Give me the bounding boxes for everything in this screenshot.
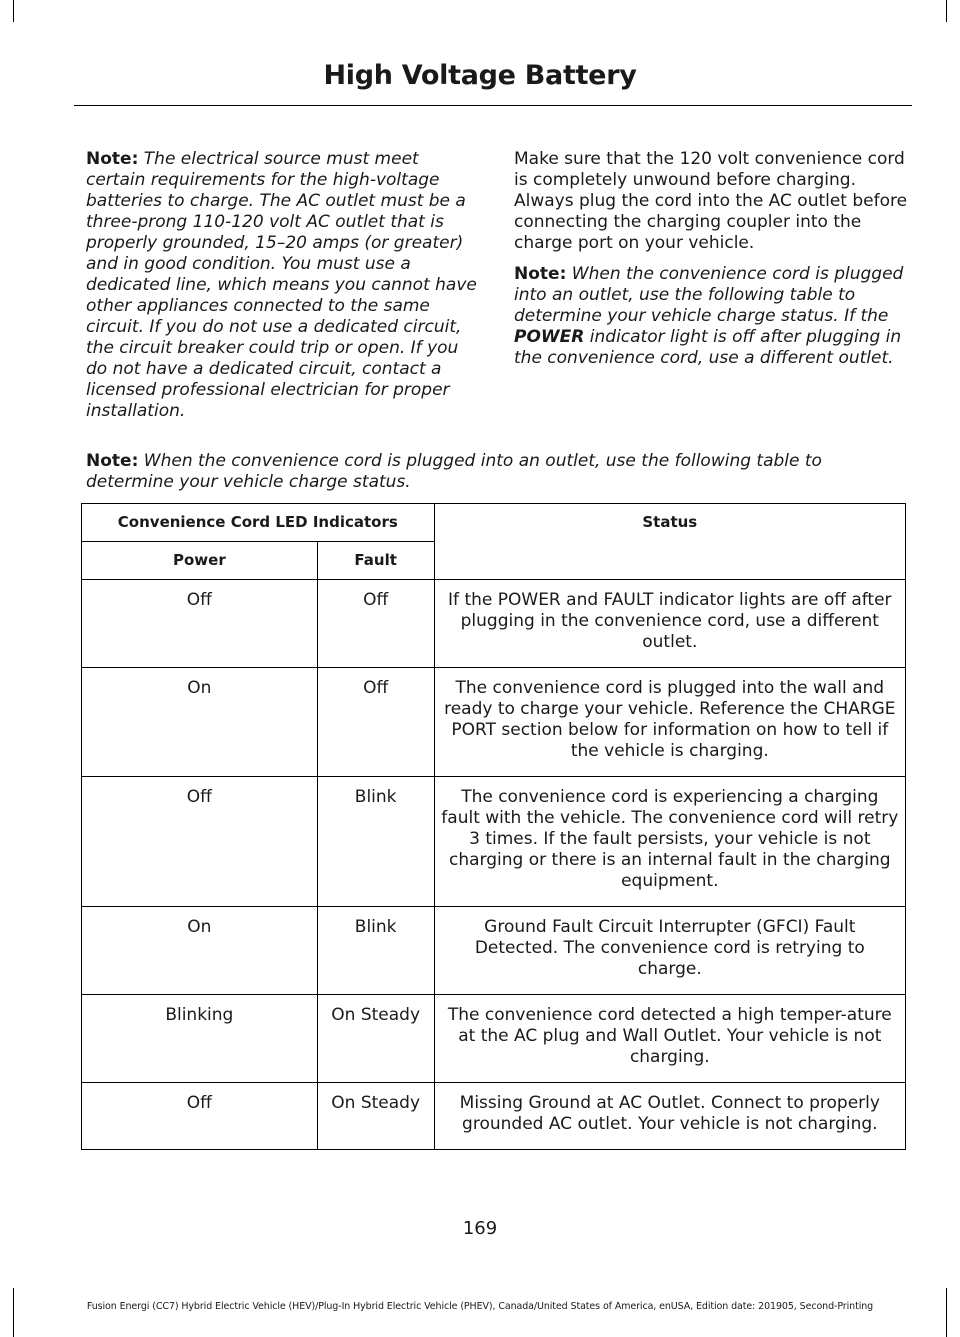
status-cell: If the POWER and FAULT indicator lights are off after plugging in the convenience cord, use a different outlet. — [434, 580, 905, 668]
power-cell: Off — [82, 777, 318, 907]
status-cell: The convenience cord is experiencing a charging fault with the vehicle. The convenience cord will retry 3 times. If the fault persists, your vehicle is not charging or there is an internal fault in the charging equipment. — [434, 777, 905, 907]
power-header: Power — [82, 542, 318, 580]
fault-cell: Off — [317, 580, 434, 668]
power-cell: Off — [82, 580, 318, 668]
note-text: indicator light is off after plugging in the convenience cord, use a different outlet. — [514, 327, 902, 368]
fault-cell: On Steady — [317, 1083, 434, 1150]
fault-header: Fault — [317, 542, 434, 580]
left-column — [86, 149, 478, 432]
full-width-note — [86, 451, 906, 493]
power-keyword: POWER — [514, 327, 585, 347]
power-cell: On — [82, 668, 318, 777]
note-label: Note: — [514, 264, 567, 284]
power-cell: Blinking — [82, 995, 318, 1083]
crop-mark-bottom-left — [13, 1288, 14, 1337]
left-note — [86, 149, 478, 422]
note-text: When the convenience cord is plugged into an outlet, use the following table to determine your vehicle charge status. If the — [514, 264, 904, 326]
note-label: Note: — [86, 149, 139, 169]
note-text: The electrical source must meet certain requirements for the high-voltage batteries to charge. The AC outlet must be a three-prong 110-120 volt AC outlet that is properly grounded, 15–20 amps (or greater) and in good condition. You must use a dedicated line, which means you cannot have other appliances connected to the same circuit. If you do not use a dedicated circuit, the circuit breaker could trip or open. If you do not have a dedicated circuit, contact a licensed professional electrician for proper installation. — [86, 149, 477, 421]
note-text: When the convenience cord is plugged into an outlet, use the following table to determine your vehicle charge status. — [86, 451, 822, 492]
crop-mark-top-right — [946, 0, 947, 22]
status-cell: Missing Ground at AC Outlet. Connect to properly grounded AC outlet. Your vehicle is not charging. — [434, 1083, 905, 1150]
fault-cell: On Steady — [317, 995, 434, 1083]
page-title: High Voltage Battery — [323, 60, 637, 91]
charging-instructions: Make sure that the 120 volt convenience cord is completely unwound before charging. Always plug the cord into the AC outlet before connecting the charging coupler into the charge port on your vehicle. — [514, 149, 908, 253]
led-indicator-table — [81, 503, 906, 1150]
note-label: Note: — [86, 451, 139, 471]
status-cell: Ground Fault Circuit Interrupter (GFCI) Fault Detected. The convenience cord is retrying to charge. — [434, 907, 905, 995]
fault-cell: Off — [317, 668, 434, 777]
footer-text: Fusion Energi (CC7) Hybrid Electric Vehicle (HEV)/Plug-In Hybrid Electric Vehicle (PHEV), Canada/United States of America, enUSA, Edition date: 201905, Second-Printing — [86, 1301, 874, 1312]
led-indicators-header: Convenience Cord LED Indicators — [82, 504, 435, 542]
table-row — [82, 777, 906, 907]
page-number: 169 — [462, 1218, 498, 1239]
status-header: Status — [434, 504, 905, 580]
crop-mark-bottom-right — [946, 1288, 947, 1337]
table-row — [82, 995, 906, 1083]
right-note — [514, 264, 908, 369]
table-row — [82, 668, 906, 777]
header-divider — [74, 105, 912, 106]
table-row — [82, 580, 906, 668]
table-row — [82, 907, 906, 995]
fault-cell: Blink — [317, 777, 434, 907]
power-cell: Off — [82, 1083, 318, 1150]
status-cell: The convenience cord is plugged into the wall and ready to charge your vehicle. Reference the CHARGE PORT section below for information on how to tell if the vehicle is charging. — [434, 668, 905, 777]
fault-cell: Blink — [317, 907, 434, 995]
table-row — [82, 1083, 906, 1150]
power-cell: On — [82, 907, 318, 995]
table-header-row — [82, 504, 906, 542]
right-column — [514, 149, 908, 379]
status-cell: The convenience cord detected a high temper-ature at the AC plug and Wall Outlet. Your vehicle is not charging. — [434, 995, 905, 1083]
crop-mark-top-left — [13, 0, 14, 22]
